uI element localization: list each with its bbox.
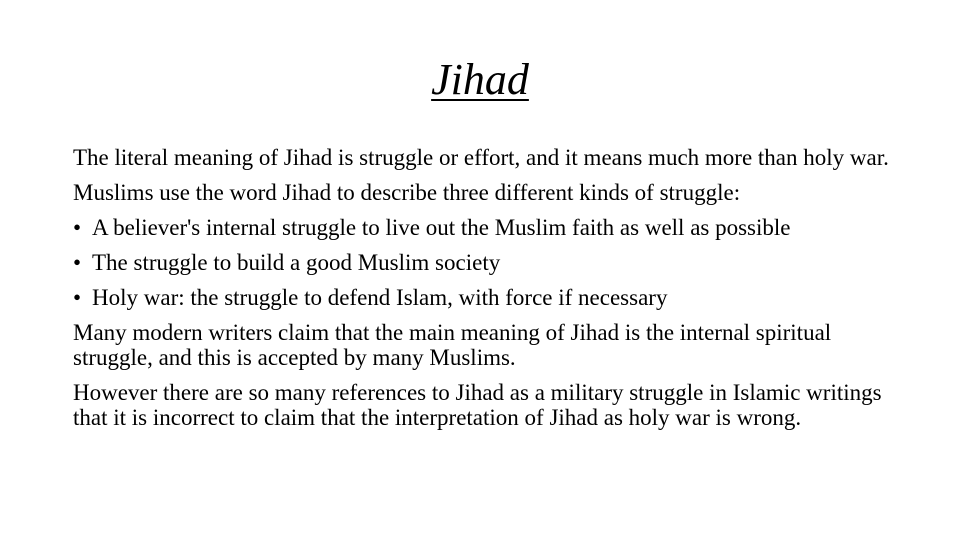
paragraph-literal-meaning: The literal meaning of Jihad is struggle or effort, and it means much more than holy war. [73,145,889,170]
paragraph-three-kinds: Muslims use the word Jihad to describe three different kinds of struggle: [73,180,741,205]
bullet-marker: • [73,250,82,275]
bullet-item-internal-struggle [73,215,893,240]
bullet-item-holy-war [73,285,893,310]
paragraph-modern-writers: Many modern writers claim that the main meaning of Jihad is the internal spiritual struggle, and this is accepted by many Muslims. [73,320,832,370]
bullet-text: A believer's internal struggle to live out the Muslim faith as well as possible [92,215,791,240]
bullet-item-society [73,250,893,275]
bullet-marker: • [73,215,82,240]
bullet-marker: • [73,285,82,310]
slide-body [73,145,893,440]
bullet-text: The struggle to build a good Muslim society [92,250,501,275]
slide-title: Jihad [431,55,529,104]
bullet-text: Holy war: the struggle to defend Islam, with force if necessary [92,285,668,310]
paragraph-military-struggle: However there are so many references to Jihad as a military struggle in Islamic writings that it is incorrect to claim that the interpretation of Jihad as holy war is wrong. [73,380,882,430]
